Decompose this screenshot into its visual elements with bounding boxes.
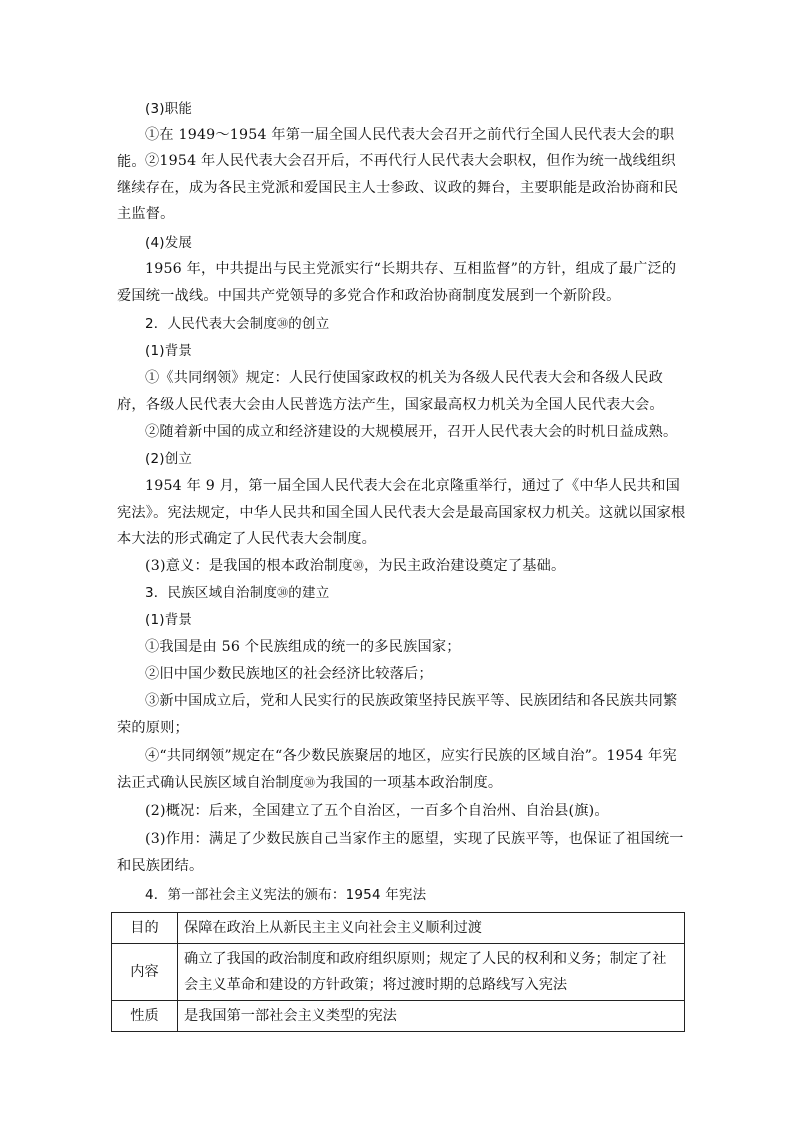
text: 为我国的一项基本政治制度。	[315, 774, 503, 791]
table-value-cell: 是我国第一部社会主义类型的宪法	[178, 1001, 685, 1032]
paragraph: ②随着新中国的成立和经济建设的大规模展开，召开人民代表大会的时机日益成熟。	[145, 424, 678, 440]
paragraph: ①我国是由 56 个民族组成的统一的多民族国家；	[145, 639, 461, 655]
table-key-cell: 性质	[112, 1001, 178, 1032]
text: (3)意义：是我国的根本政治制度	[145, 558, 353, 574]
annotation-mark: ㉚	[277, 317, 289, 330]
section-heading-autonomy	[117, 580, 687, 607]
paragraph: ③新中国成立后，党和人民实行的民族政策坚持民族平等、民族团结和各民族共同繁荣的原则；	[117, 693, 678, 736]
paragraph: (2)概况：后来，全国建立了五个自治区，一百多个自治州、自治县(旗)。	[145, 803, 609, 819]
paragraph: (3)作用：满足了少数民族自己当家作主的愿望，实现了民族平等，也保证了祖国统一和民族团结。	[117, 831, 684, 874]
heading-text: 的创立	[288, 316, 330, 332]
paragraph: ②1954 年人民代表大会召开后，不再代行人民代表大会职权，但作为统一战线组织继续存在，成为各民主党派和爱国民主人士参政、议政的舞台，主要职能是政治协商和民主监督。	[117, 153, 679, 222]
heading-text: 的建立	[288, 585, 330, 601]
table-key-cell: 目的	[112, 913, 178, 944]
section-heading-constitution: 4．第一部社会主义宪法的颁布：1954 年宪法	[145, 887, 427, 903]
paragraph	[117, 553, 687, 580]
heading-text: 3．民族区域自治制度	[145, 585, 278, 601]
section-heading-functions: (3)职能	[145, 101, 193, 117]
constitution-table	[111, 912, 685, 1032]
heading-text: 2．人民代表大会制度	[145, 316, 278, 332]
table-row	[112, 1001, 685, 1032]
table-value-cell: 确立了我国的政治制度和政府组织原则；规定了人民的权利和义务；制定了社会主义革命和建设的方针政策；将过渡时期的总路线写入宪法	[178, 944, 685, 1001]
table-value-cell: 保障在政治上从新民主主义向社会主义顺利过渡	[178, 913, 685, 944]
section-heading-development: (4)发展	[145, 235, 193, 251]
paragraph: 1956 年，中共提出与民主党派实行“长期共存、互相监督”的方针，组成了最广泛的爱国统一战线。中国共产党领导的多党合作和政治协商制度发展到一个新阶段。	[117, 261, 677, 304]
paragraph: ①《共同纲领》规定：人民行使国家政权的机关为各级人民代表大会和各级人民政府，各级人民代表大会由人民普选方法产生，国家最高权力机关为全国人民代表大会。	[117, 370, 664, 413]
table-row	[112, 944, 685, 1001]
subheading-creation: (2)创立	[145, 451, 193, 467]
paragraph	[117, 743, 687, 796]
section-heading-npc	[117, 311, 687, 338]
table-row	[112, 913, 685, 944]
annotation-mark: ㉚	[352, 559, 364, 572]
paragraph: ②旧中国少数民族地区的社会经济比较落后；	[145, 666, 433, 682]
table-key-cell: 内容	[112, 944, 178, 1001]
text: ，为民主政治建设奠定了基础。	[363, 558, 566, 574]
annotation-mark: ㉚	[304, 775, 316, 789]
subheading-background: (1)背景	[145, 612, 193, 628]
annotation-mark: ㉚	[277, 586, 289, 599]
paragraph: ①在 1949～1954 年第一届全国人民代表大会召开之前代行全国人民代表大会的职能。	[117, 127, 675, 170]
subheading-background: (1)背景	[145, 343, 193, 359]
paragraph: 1954 年 9 月，第一届全国人民代表大会在北京隆重举行，通过了《中华人民共和国宪法》。宪法规定，中华人民共和国全国人民代表大会是最高国家权力机关。这就以国家根本大法的形式确定了人民代表大会制度。	[117, 478, 686, 547]
text: ④“共同纲领”规定在“各少数民族聚居的地区，应实行民族的区域自治”。1954 年宪法正式确认民族区域自治制度	[117, 748, 677, 791]
